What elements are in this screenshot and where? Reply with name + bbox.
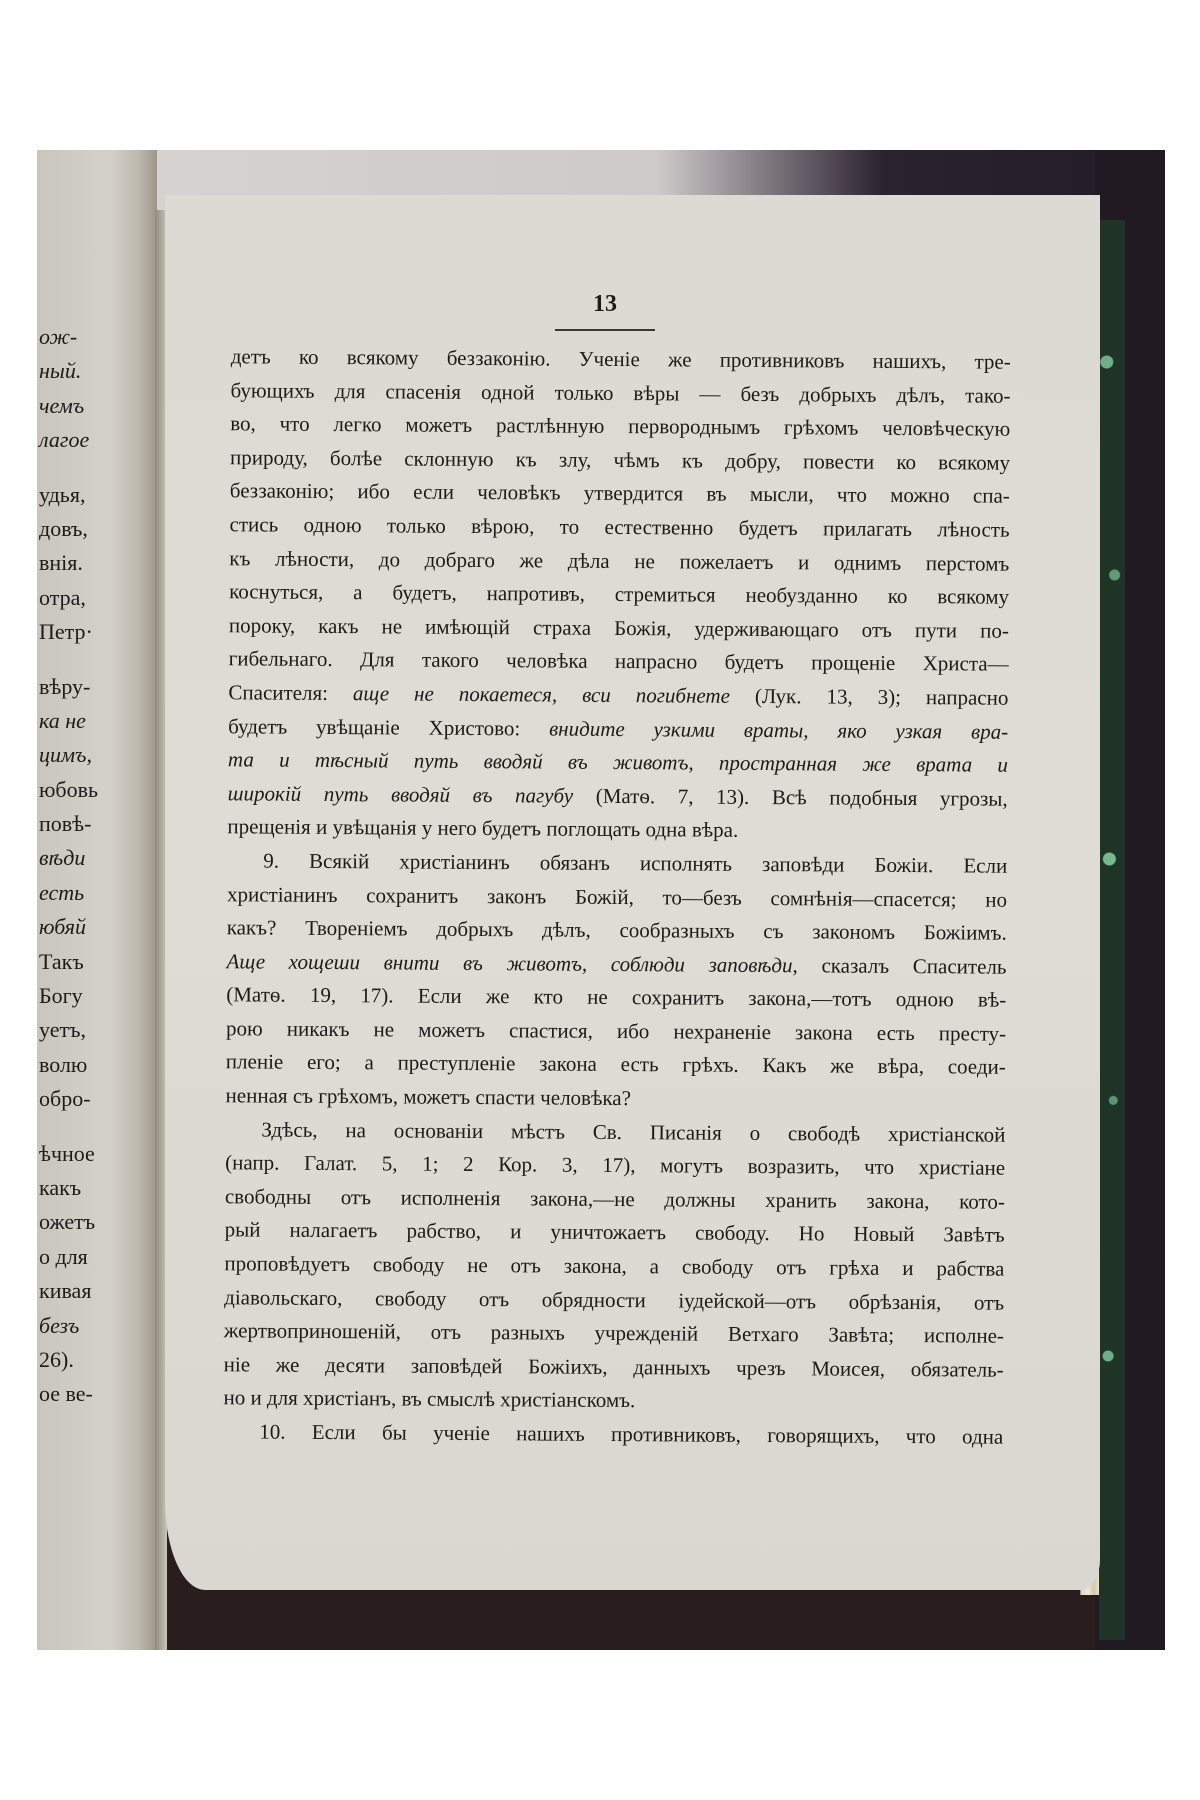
- text-run: рый налагаетъ рабство, и уничтожаетъ свободу. Но Новый Завѣтъ: [224, 1217, 1005, 1248]
- text-line: [227, 844, 1007, 883]
- text-line: [226, 1046, 1006, 1085]
- text-run: (Лук. 13, 3); напрасно: [729, 683, 1009, 710]
- text-run: будетъ увѣщаніе Христово:: [228, 713, 550, 741]
- page-number: 13: [593, 291, 617, 317]
- left-fragment-line: уетъ,: [39, 1017, 86, 1043]
- text-run: проповѣдуетъ свободу не отъ закона, а свободу отъ грѣха и рабства: [224, 1251, 1005, 1281]
- left-fragment-line: ный.: [39, 358, 82, 384]
- scripture-quote: внидите узкими враты, яко узкая вра-: [549, 716, 1009, 744]
- text-line: [224, 1281, 1004, 1320]
- left-fragment-line: вѣру-: [39, 673, 91, 699]
- text-run: природу, болѣе склонную къ злу, чѣмъ къ добру, повести ко всякому: [229, 445, 1011, 475]
- scripture-quote: широкій путь вводяй въ пагубу: [227, 780, 574, 808]
- left-page-text-fragment: [39, 320, 149, 1412]
- left-fragment-line: чемъ: [39, 392, 85, 418]
- right-page: [165, 195, 1100, 1590]
- text-run: стись одною только вѣрою, то естественно будетъ прилагать лѣность: [229, 512, 1010, 542]
- text-line: [227, 811, 1007, 850]
- marbled-board-edge: [1099, 220, 1125, 1640]
- text-run: беззаконію; ибо если человѣкъ утвердится въ мысли, что можно спа-: [229, 478, 1010, 509]
- text-line: [230, 475, 1010, 514]
- text-run: детъ ко всякому беззаконію. Ученіе же противниковъ нашихъ, тре-: [230, 344, 1011, 374]
- book-photo: [37, 150, 1165, 1650]
- text-run: христіанинъ сохранитъ законъ Божій, то—безъ сомнѣнія—спасется; но: [226, 881, 1008, 912]
- text-run: но и для христіанъ, въ смыслѣ христіанскомъ.: [223, 1385, 636, 1413]
- text-line: [229, 609, 1009, 648]
- scripture-quote: Аще хощеши внити въ животъ, соблюди заповѣди: [226, 948, 793, 977]
- text-line: [228, 743, 1008, 782]
- text-line: [223, 1415, 1003, 1454]
- left-fragment-line: юбяй: [39, 914, 86, 940]
- left-fragment-line: безъ: [39, 1312, 80, 1338]
- text-line: [227, 878, 1007, 917]
- left-fragment-line: ож-: [39, 324, 78, 349]
- left-fragment-line: цимъ,: [39, 742, 92, 768]
- text-line: [228, 710, 1008, 749]
- text-line: [225, 1214, 1005, 1253]
- text-run: діавольскаго, свободу отъ обрядности іудейской—отъ обрѣзанія, отъ: [224, 1284, 1005, 1315]
- text-run: (Матѳ. 19, 17). Если же кто не сохранитъ закона,—тотъ одною вѣ-: [226, 982, 1007, 1013]
- text-line: [229, 508, 1009, 547]
- text-run: свободны отъ исполненія закона,—не должны хранить закона, кото-: [224, 1184, 1005, 1214]
- text-line: [225, 1180, 1005, 1219]
- left-fragment-line: ка не: [39, 707, 86, 733]
- left-fragment-line: есть: [39, 879, 85, 905]
- text-run: ненная съ грѣхомъ, можетъ спасти человѣка?: [225, 1083, 632, 1111]
- text-line: [226, 979, 1006, 1018]
- text-line: [229, 542, 1009, 581]
- left-page: [37, 150, 157, 1650]
- text-line: [225, 1079, 1005, 1118]
- left-fragment-line: какъ: [39, 1174, 82, 1200]
- left-fragment-line: кивая: [39, 1278, 92, 1304]
- left-fragment-line: ѣчное: [39, 1140, 95, 1166]
- left-fragment-line: [39, 458, 149, 478]
- text-line: [226, 945, 1006, 984]
- text-line: [224, 1348, 1004, 1387]
- left-fragment-line: лагое: [39, 427, 90, 453]
- left-fragment-line: Такъ: [39, 948, 84, 974]
- text-line: [224, 1247, 1004, 1286]
- text-run: 9. Всякій христіанинъ обязанъ исполнять заповѣди Божіи. Если: [263, 848, 1008, 878]
- left-fragment-line: повѣ-: [39, 811, 92, 837]
- text-run: прещенія и увѣщанія у него будетъ поглощать одна вѣра.: [227, 814, 739, 843]
- text-run: къ лѣности, до добраго же дѣла не пожелаетъ и однимъ перстомъ: [229, 545, 1010, 576]
- text-run: , сказалъ Спаситель: [792, 952, 1007, 979]
- text-line: [228, 777, 1008, 816]
- left-fragment-line: [39, 1117, 149, 1137]
- text-run: жертвоприношеній, отъ разныхъ учрежденій Ветхаго Завѣта; исполне-: [223, 1318, 1005, 1348]
- left-fragment-line: юбовь: [39, 776, 99, 802]
- left-fragment-line: довъ,: [39, 515, 88, 541]
- text-run: какъ? Твореніемъ добрыхъ дѣлъ, сообразныхъ съ закономъ Божіимъ.: [226, 915, 1007, 945]
- text-line: [228, 676, 1008, 715]
- text-line: [226, 1012, 1006, 1051]
- left-fragment-line: вѣди: [39, 845, 86, 871]
- left-fragment-line: обро-: [39, 1086, 91, 1112]
- left-fragment-line: [39, 650, 149, 670]
- text-run: пороку, какъ не имѣющій страха Божія, удерживающаго отъ пути по-: [228, 613, 1009, 643]
- body-text: [223, 340, 1011, 1454]
- text-line: [229, 643, 1009, 682]
- text-run: гибельнаго. Для такого человѣка напрасно будетъ прощеніе Христа—: [228, 646, 1009, 677]
- left-fragment-line: волю: [39, 1051, 88, 1077]
- left-fragment-line: удья,: [39, 481, 86, 507]
- text-run: бующихъ для спасенія одной только вѣры — безъ добрыхъ дѣлъ, тако-: [230, 377, 1011, 408]
- text-run: рою никакъ не можетъ спастися, ибо нехраненіе закона есть престу-: [225, 1016, 1007, 1046]
- text-line: [230, 374, 1010, 413]
- text-run: (напр. Галат. 5, 1; 2 Кор. 3, 17), могутъ возразить, что христіане: [225, 1150, 1006, 1180]
- text-line: [225, 1113, 1005, 1152]
- text-run: ніе же десяти заповѣдей Божіихъ, данныхъ чрезъ Моисея, обязатель-: [223, 1352, 1004, 1382]
- text-run: (Матѳ. 7, 13). Всѣ подобныя угрозы,: [573, 783, 1008, 811]
- text-run: во, что легко можетъ растлѣнную первороднымъ грѣхомъ человѣческую: [230, 411, 1011, 441]
- left-fragment-line: внія.: [39, 550, 83, 576]
- text-run: 10. Если бы ученіе нашихъ противниковъ, говорящихъ, что одна: [259, 1419, 1004, 1449]
- scripture-quote: та и тѣсный путь вводяй въ животъ, пространная же врата и: [227, 747, 1009, 777]
- text-line: [225, 1147, 1005, 1186]
- left-fragment-line: Петр·: [39, 619, 93, 645]
- left-fragment-line: 26).: [39, 1346, 74, 1372]
- left-fragment-line: ое ве-: [39, 1381, 93, 1407]
- left-fragment-line: отра,: [39, 584, 86, 610]
- scripture-quote: аще не покаетеся, вси погибнете: [352, 681, 731, 708]
- left-fragment-line: о для: [39, 1243, 88, 1269]
- text-run: коснуться, а будетъ, напротивъ, стремиться необузданно ко всякому: [229, 579, 1010, 609]
- text-line: [223, 1382, 1003, 1421]
- text-line: [230, 441, 1010, 480]
- text-line: [224, 1314, 1004, 1353]
- text-run: Спасителя:: [228, 680, 354, 706]
- page-number-rule: [555, 329, 655, 331]
- text-line: [230, 407, 1010, 446]
- left-fragment-line: ожетъ: [39, 1209, 96, 1235]
- text-line: [231, 340, 1011, 379]
- left-fragment-line: Богу: [39, 983, 83, 1009]
- text-run: Здѣсь, на основаніи мѣстъ Св. Писанія о свободѣ христіанской: [261, 1117, 1006, 1147]
- text-line: [229, 575, 1009, 614]
- text-run: пленіе его; а преступленіе закона есть грѣхъ. Какъ же вѣра, соеди-: [225, 1049, 1006, 1080]
- text-line: [227, 911, 1007, 950]
